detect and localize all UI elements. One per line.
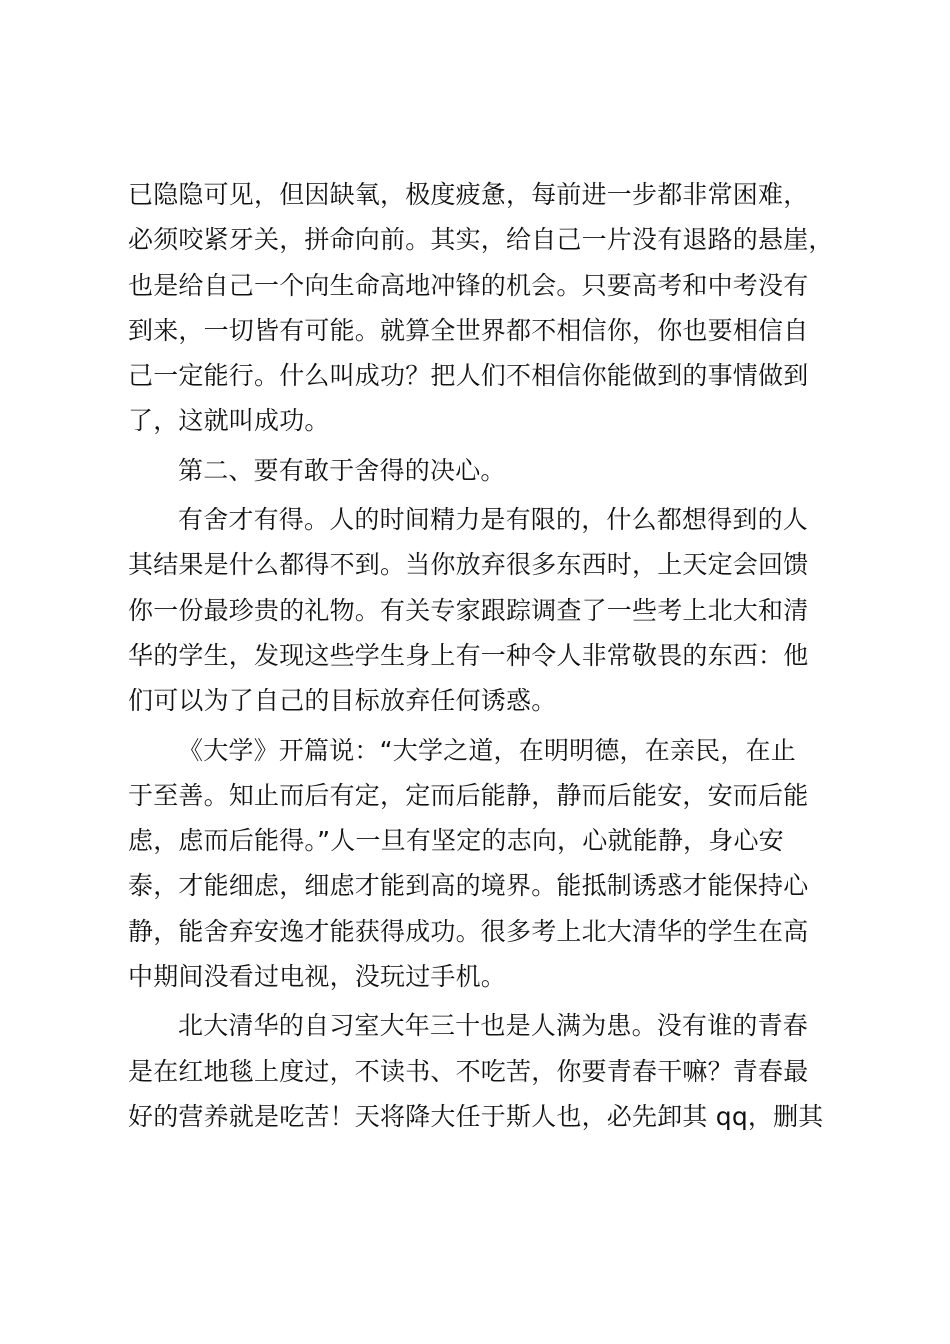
text-line: 己一定能行。什么叫成功？把人们不相信你能做到的事情做到 <box>128 361 809 391</box>
text-line: 北大清华的自习室大年三十也是人满为患。没有谁的青春 <box>178 1011 809 1041</box>
text-line: 静，能舍弃安逸才能获得成功。很多考上北大清华的学生在高 <box>128 916 809 946</box>
text-line: 泰，才能细虑，细虑才能到高的境界。能抵制诱惑才能保持心 <box>128 871 809 901</box>
text-line: 虑，虑而后能得。”人一旦有坚定的志向，心就能静，身心安 <box>128 826 784 856</box>
paragraph-5 <box>128 1003 838 1139</box>
text-line: 已隐隐可见，但因缺氧，极度疲惫，每前进一步都非常困难， <box>128 180 809 209</box>
text-line: 华的学生，发现这些学生身上有一种令人非常敬畏的东西：他 <box>128 640 809 670</box>
text-line: 中期间没看过电视，没玩过手机。 <box>128 962 507 992</box>
text-line: 了，这就叫成功。 <box>128 406 330 436</box>
paragraph-4 <box>128 728 838 1000</box>
text-line: 是在红地毯上度过，不读书、不吃苦，你要青春干嘛？青春最 <box>128 1056 809 1086</box>
body-text <box>128 172 838 1139</box>
text-line: 你一份最珍贵的礼物。有关专家跟踪调查了一些考上北大和清 <box>128 595 809 625</box>
text-line: 们可以为了自己的目标放弃任何诱惑。 <box>128 686 557 716</box>
text-line: 于至善。知止而后有定，定而后能静，静而后能安，安而后能 <box>128 780 809 810</box>
paragraph-3 <box>128 497 838 723</box>
text-line: 必须咬紧牙关，拼命向前。其实，给自己一片没有退路的悬崖， <box>128 225 834 255</box>
text-line: 《大学》开篇说：“大学之道，在明明德，在亲民，在止 <box>178 735 796 765</box>
text-line: 到来，一切皆有可能。就算全世界都不相信你，你也要相信自 <box>128 315 809 345</box>
text-line: 也是给自己一个向生命高地冲锋的机会。只要高考和中考没有 <box>128 270 809 300</box>
text-line: 其结果是什么都得不到。当你放弃很多东西时，上天定会回馈 <box>128 550 809 580</box>
text-line: 好的营养就是吃苦！天将降大任于斯人也，必先卸其 qq，删其 <box>128 1101 824 1131</box>
section-heading <box>128 448 838 493</box>
text-line: 有舍才有得。人的时间精力是有限的，什么都想得到的人 <box>178 505 809 535</box>
text-line: 第二、要有敢于舍得的决心。 <box>178 455 506 485</box>
paragraph-1 <box>128 172 838 444</box>
